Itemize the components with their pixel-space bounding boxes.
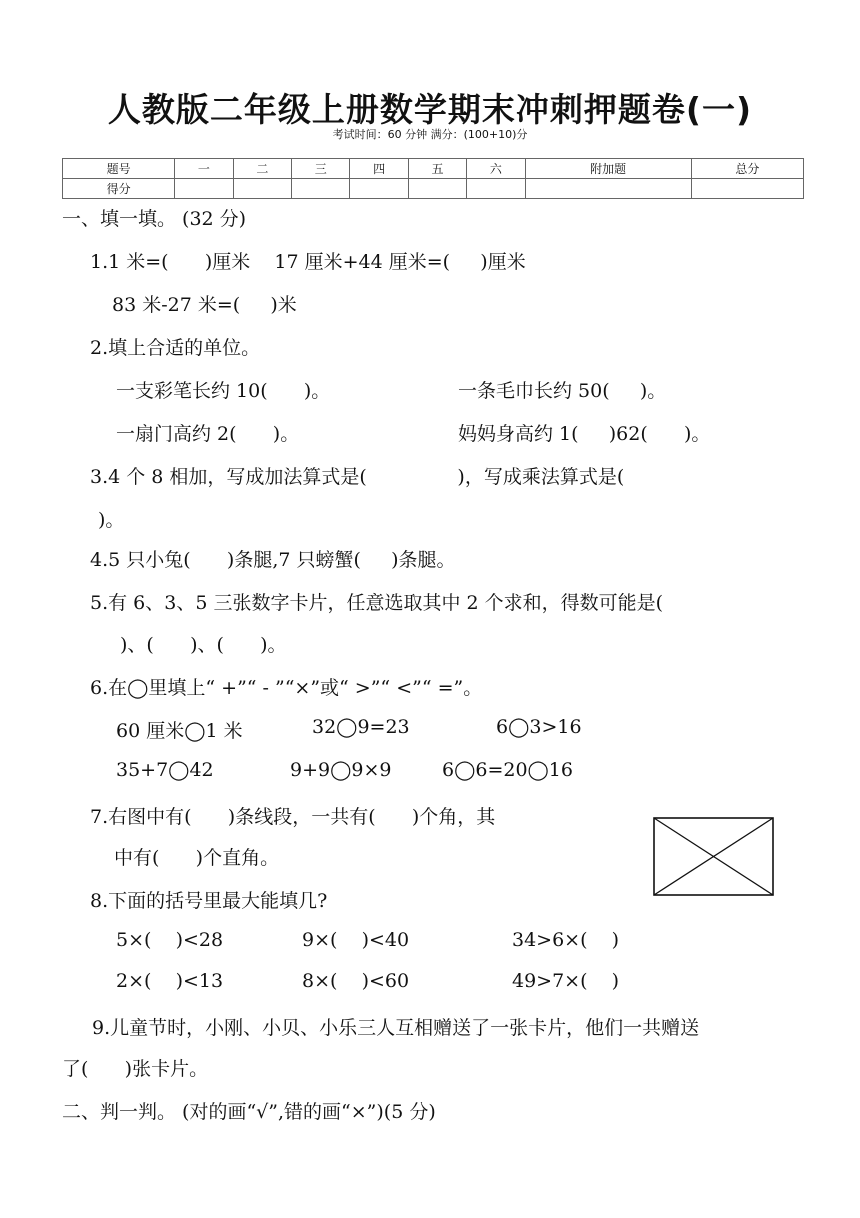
question-6-item: 6◯6=20◯16 bbox=[442, 759, 573, 781]
question-1-line-2: 83 米-27 米=( )米 bbox=[112, 294, 297, 316]
question-8-item: 8×( )<60 bbox=[302, 970, 410, 992]
score-header-cell: 四 bbox=[350, 159, 408, 179]
rectangle-diagonals-figure bbox=[652, 816, 776, 898]
question-2-prompt: 2.填上合适的单位。 bbox=[90, 337, 261, 359]
score-cell[interactable] bbox=[467, 179, 525, 199]
question-6-item: 32◯9=23 bbox=[312, 716, 410, 738]
question-6-prompt: 6.在◯里填上“ +”“ - ”“×”或“ >”“ <”“ =”。 bbox=[90, 677, 483, 699]
score-table-header-row bbox=[63, 159, 804, 179]
section-2-heading: 二、判一判。 (对的画“√”,错的画“×”)(5 分) bbox=[62, 1101, 436, 1123]
question-3-line-2: )。 bbox=[98, 509, 125, 531]
exam-info: 考试时间：60 分钟 满分：(100+10)分 bbox=[332, 128, 528, 141]
question-2-item: 妈妈身高约 1( )62( )。 bbox=[458, 423, 711, 445]
score-table-score-row bbox=[63, 179, 804, 199]
score-cell[interactable] bbox=[408, 179, 466, 199]
page-title: 人教版二年级上册数学期末冲刺押题卷(一) bbox=[107, 90, 753, 129]
question-1-line-1: 1.1 米=( )厘米 17 厘米+44 厘米=( )厘米 bbox=[90, 251, 526, 273]
question-5-line-2: )、( )、( )。 bbox=[120, 634, 287, 656]
question-8-item: 9×( )<40 bbox=[302, 929, 410, 951]
question-8-item: 34>6×( ) bbox=[512, 929, 620, 951]
question-4: 4.5 只小兔( )条腿,7 只螃蟹( )条腿。 bbox=[90, 549, 456, 571]
score-table bbox=[62, 158, 804, 199]
score-header-cell: 一 bbox=[175, 159, 233, 179]
question-7-line-2: 中有( )个直角。 bbox=[114, 847, 280, 869]
score-row-label: 得分 bbox=[63, 179, 175, 199]
score-cell[interactable] bbox=[350, 179, 408, 199]
score-cell[interactable] bbox=[691, 179, 803, 199]
question-6-item: 9+9◯9×9 bbox=[290, 759, 392, 781]
question-8-item: 49>7×( ) bbox=[512, 970, 620, 992]
question-9-line-1: 9.儿童节时，小刚、小贝、小乐三人互相赠送了一张卡片，他们一共赠送 bbox=[92, 1017, 700, 1039]
score-header-cell: 五 bbox=[408, 159, 466, 179]
question-6-item: 6◯3>16 bbox=[496, 716, 582, 738]
section-1-heading: 一、填一填。 (32 分) bbox=[62, 208, 247, 230]
question-7-line-1: 7.右图中有( )条线段，一共有( )个角，其 bbox=[90, 806, 496, 828]
question-2-item: 一支彩笔长约 10( )。 bbox=[116, 380, 331, 402]
score-header-cell: 六 bbox=[467, 159, 525, 179]
question-5-line-1: 5.有 6、3、5 三张数字卡片，任意选取其中 2 个求和，得数可能是( bbox=[90, 592, 664, 614]
question-2-item: 一条毛巾长约 50( )。 bbox=[458, 380, 667, 402]
score-header-cell: 总分 bbox=[691, 159, 803, 179]
question-8-prompt: 8.下面的括号里最大能填几? bbox=[90, 890, 328, 912]
score-header-cell: 附加题 bbox=[525, 159, 691, 179]
question-6-item: 60 厘米◯1 米 bbox=[116, 720, 243, 742]
question-6-item: 35+7◯42 bbox=[116, 759, 214, 781]
question-2-item: 一扇门高约 2( )。 bbox=[116, 423, 300, 445]
score-cell[interactable] bbox=[233, 179, 291, 199]
score-cell[interactable] bbox=[292, 179, 350, 199]
score-cell[interactable] bbox=[175, 179, 233, 199]
score-cell[interactable] bbox=[525, 179, 691, 199]
question-8-item: 5×( )<28 bbox=[116, 929, 224, 951]
question-8-item: 2×( )<13 bbox=[116, 970, 224, 992]
question-3-line-1: 3.4 个 8 相加，写成加法算式是( )，写成乘法算式是( bbox=[90, 466, 625, 488]
score-header-cell: 题号 bbox=[63, 159, 175, 179]
score-header-cell: 三 bbox=[292, 159, 350, 179]
question-9-line-2: 了( )张卡片。 bbox=[62, 1058, 209, 1080]
score-header-cell: 二 bbox=[233, 159, 291, 179]
